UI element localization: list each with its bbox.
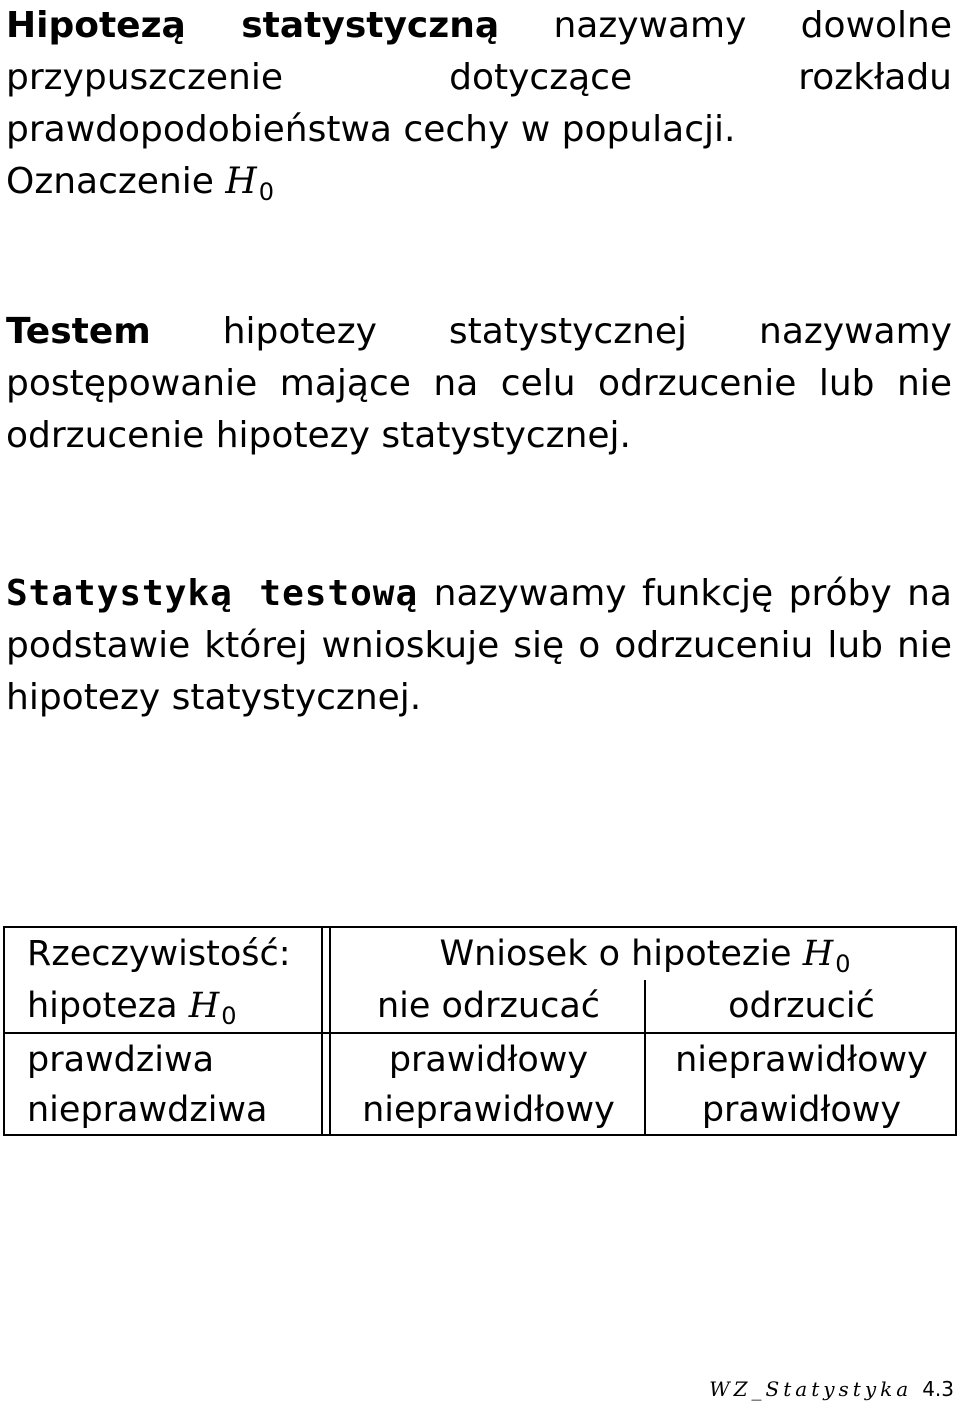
page-footer — [709, 1376, 954, 1402]
hypothesis-decision-table — [3, 926, 957, 1136]
header-hypothesis-text: hipoteza — [27, 986, 189, 1026]
notation-symbol: H — [225, 161, 257, 202]
header-conclusion-subscript: 0 — [835, 950, 851, 978]
row-label-false: nieprawdziwa — [27, 1090, 268, 1130]
definition-test — [6, 306, 952, 462]
cell-true-reject: nieprawidłowy — [675, 1040, 928, 1080]
header-hypothesis — [27, 980, 237, 1042]
header-conclusion-text: Wniosek o hipotezie — [439, 934, 803, 974]
cell-false-do-not-reject: nieprawidłowy — [362, 1090, 615, 1130]
notation-subscript: 0 — [258, 178, 275, 206]
term-test: Testem — [6, 311, 151, 352]
cell-false-reject: prawidłowy — [701, 1090, 902, 1130]
double-rule — [321, 928, 331, 1134]
cell-true-do-not-reject: prawidłowy — [388, 1040, 589, 1080]
header-hypothesis-subscript: 0 — [221, 1002, 237, 1030]
footer-signature: WZ_Statystyka — [709, 1377, 913, 1401]
term-hypothesis: Hipotezą statystyczną — [6, 5, 500, 46]
header-do-not-reject: nie odrzucać — [376, 986, 601, 1026]
row-label-true: prawdziwa — [27, 1040, 215, 1080]
definition-test-text: hipotezy statystycznej nazywamy postępowanie mające na celu odrzucenie lub nie odrzucenie hipotezy statystycznej. — [6, 311, 952, 456]
definition-hypothesis — [6, 0, 952, 218]
page-number: 4.3 — [922, 1377, 954, 1401]
header-reality: Rzeczywistość: — [27, 934, 291, 974]
header-conclusion-symbol: H — [802, 934, 834, 974]
definition-test-statistic-text: nazywamy funkcję próby na podstawie której wnioskuje się o odrzuceniu lub nie hipotezy statystycznej. — [6, 573, 952, 718]
header-hypothesis-symbol: H — [188, 986, 220, 1026]
definition-hypothesis-text: nazywamy dowolne przypuszczenie dotyczące rozkładu prawdopodobieństwa cechy w populacji. — [6, 5, 952, 150]
definition-test-statistic — [6, 568, 952, 724]
header-reject: odrzucić — [728, 986, 875, 1026]
notation-label: Oznaczenie — [6, 161, 226, 202]
term-test-statistic: Statystyką testową — [6, 573, 419, 614]
